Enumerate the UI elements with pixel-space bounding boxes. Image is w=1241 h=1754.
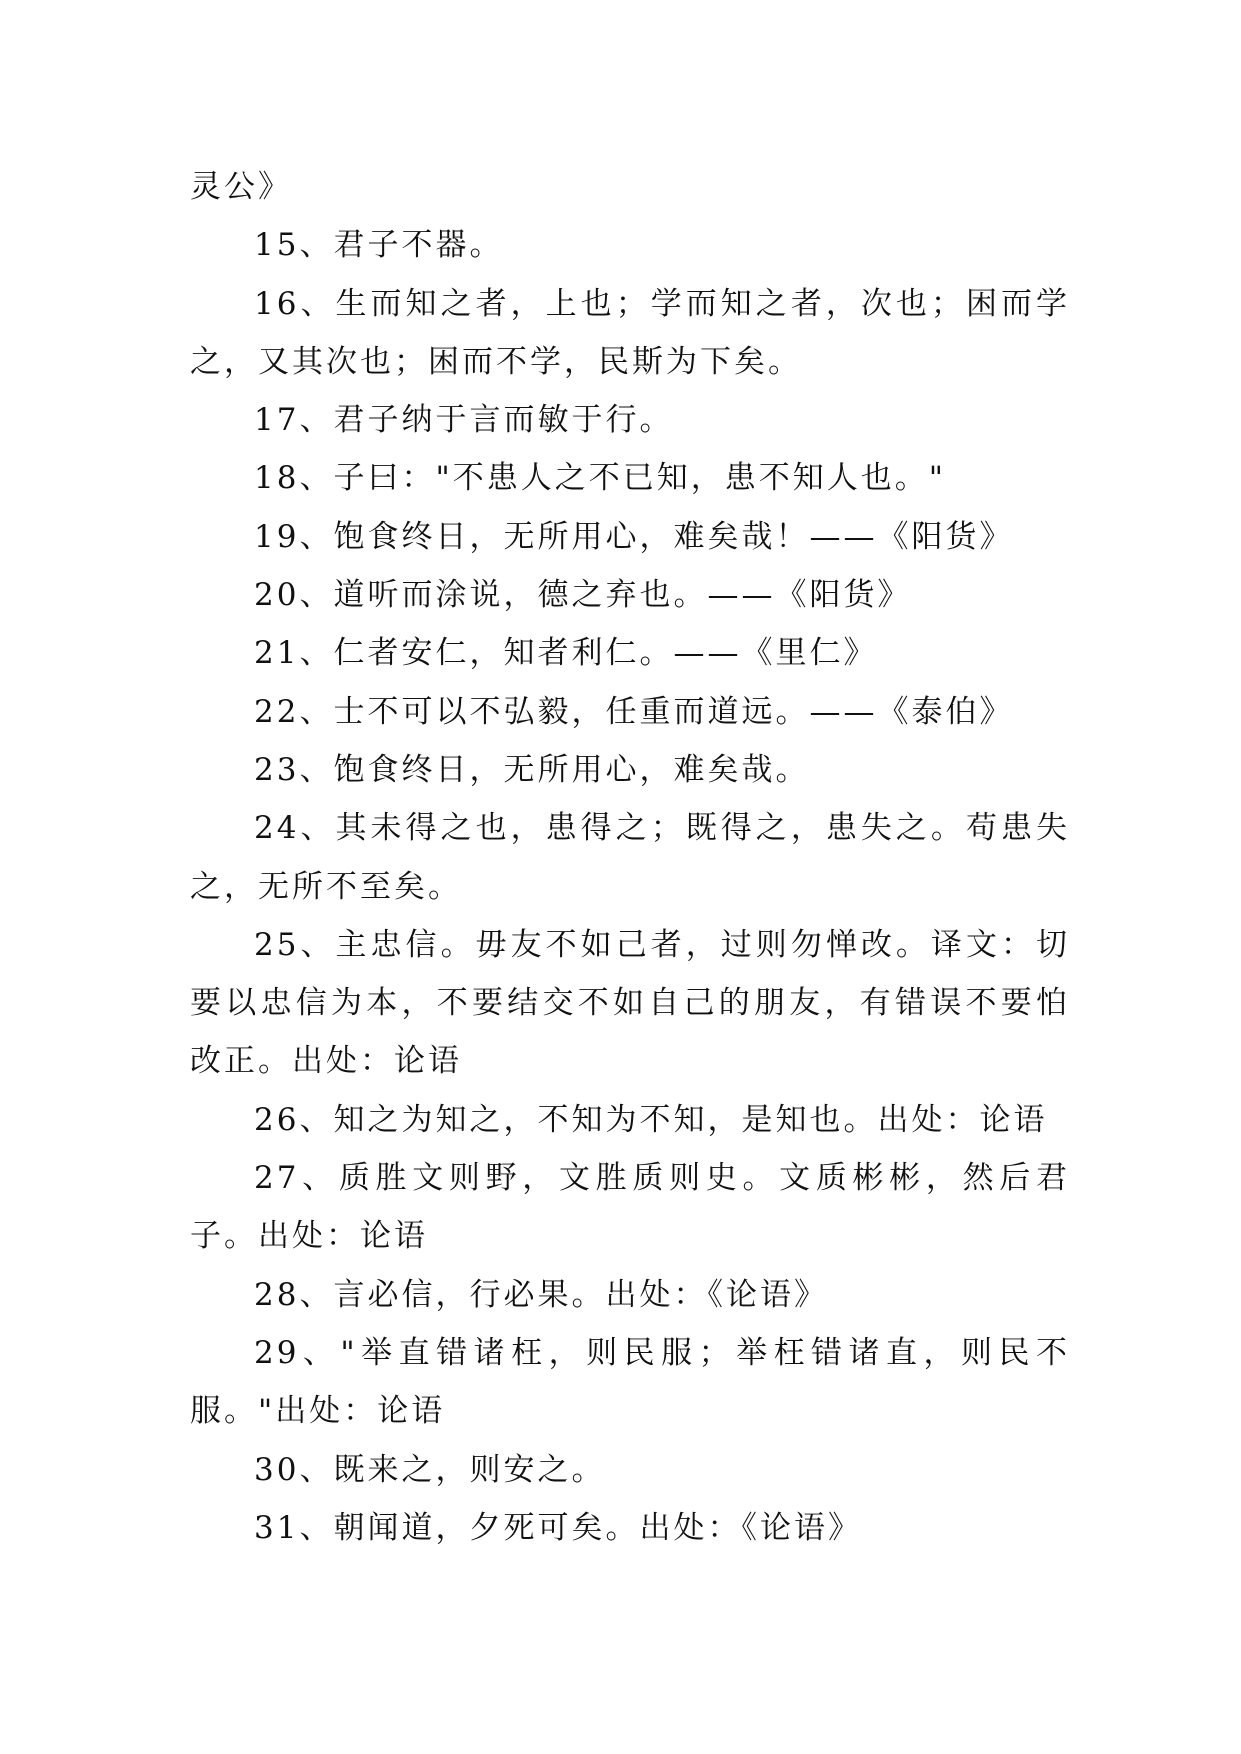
paragraph-17: 17、君子纳于言而敏于行。: [254, 402, 674, 439]
paragraph-19: 19、饱食终日，无所用心，难矣哉！——《阳货》: [254, 518, 1014, 555]
document-body: [190, 158, 1070, 1557]
paragraph-18: 18、子曰："不患人之不已知，患不知人也。": [254, 460, 946, 497]
paragraph-26: 26、知之为知之，不知为不知，是知也。出处：论语: [254, 1101, 1048, 1138]
paragraph-20: 20、道听而涂说，德之弃也。——《阳货》: [254, 577, 912, 614]
paragraph-27: 27、质胜文则野，文胜质则史。文质彬彬，然后君子。出处：论语: [190, 1160, 1070, 1255]
paragraph-29: 29、"举直错诸枉，则民服；举枉错诸直，则民不服。"出处：论语: [190, 1334, 1070, 1430]
paragraph-15: 15、君子不器。: [254, 227, 504, 264]
paragraph-28: 28、言必信，行必果。出处：《论语》: [254, 1276, 828, 1313]
paragraph-22: 22、士不可以不弘毅，任重而道远。——《泰伯》: [254, 693, 1014, 730]
paragraph-23: 23、饱食终日，无所用心，难矣哉。: [254, 751, 810, 788]
paragraph-21: 21、仁者安仁，知者利仁。——《里仁》: [254, 635, 878, 672]
paragraph-16: 16、生而知之者，上也；学而知之者，次也；困而学之，又其次也；困而不学，民斯为下矣。: [190, 285, 1070, 380]
paragraph-continuation: 灵公》: [190, 169, 292, 205]
paragraph-30: 30、既来之，则安之。: [254, 1451, 606, 1488]
paragraph-25: 25、主忠信。毋友不如己者，过则勿惮改。译文：切要以忠信为本，不要结交不如自己的朋友，有错误不要怕改正。出处：论语: [190, 926, 1070, 1080]
paragraph-31: 31、朝闻道，夕死可矣。出处：《论语》: [254, 1509, 862, 1546]
paragraph-24: 24、其未得之也，患得之；既得之，患失之。苟患失之，无所不至矣。: [190, 810, 1070, 905]
